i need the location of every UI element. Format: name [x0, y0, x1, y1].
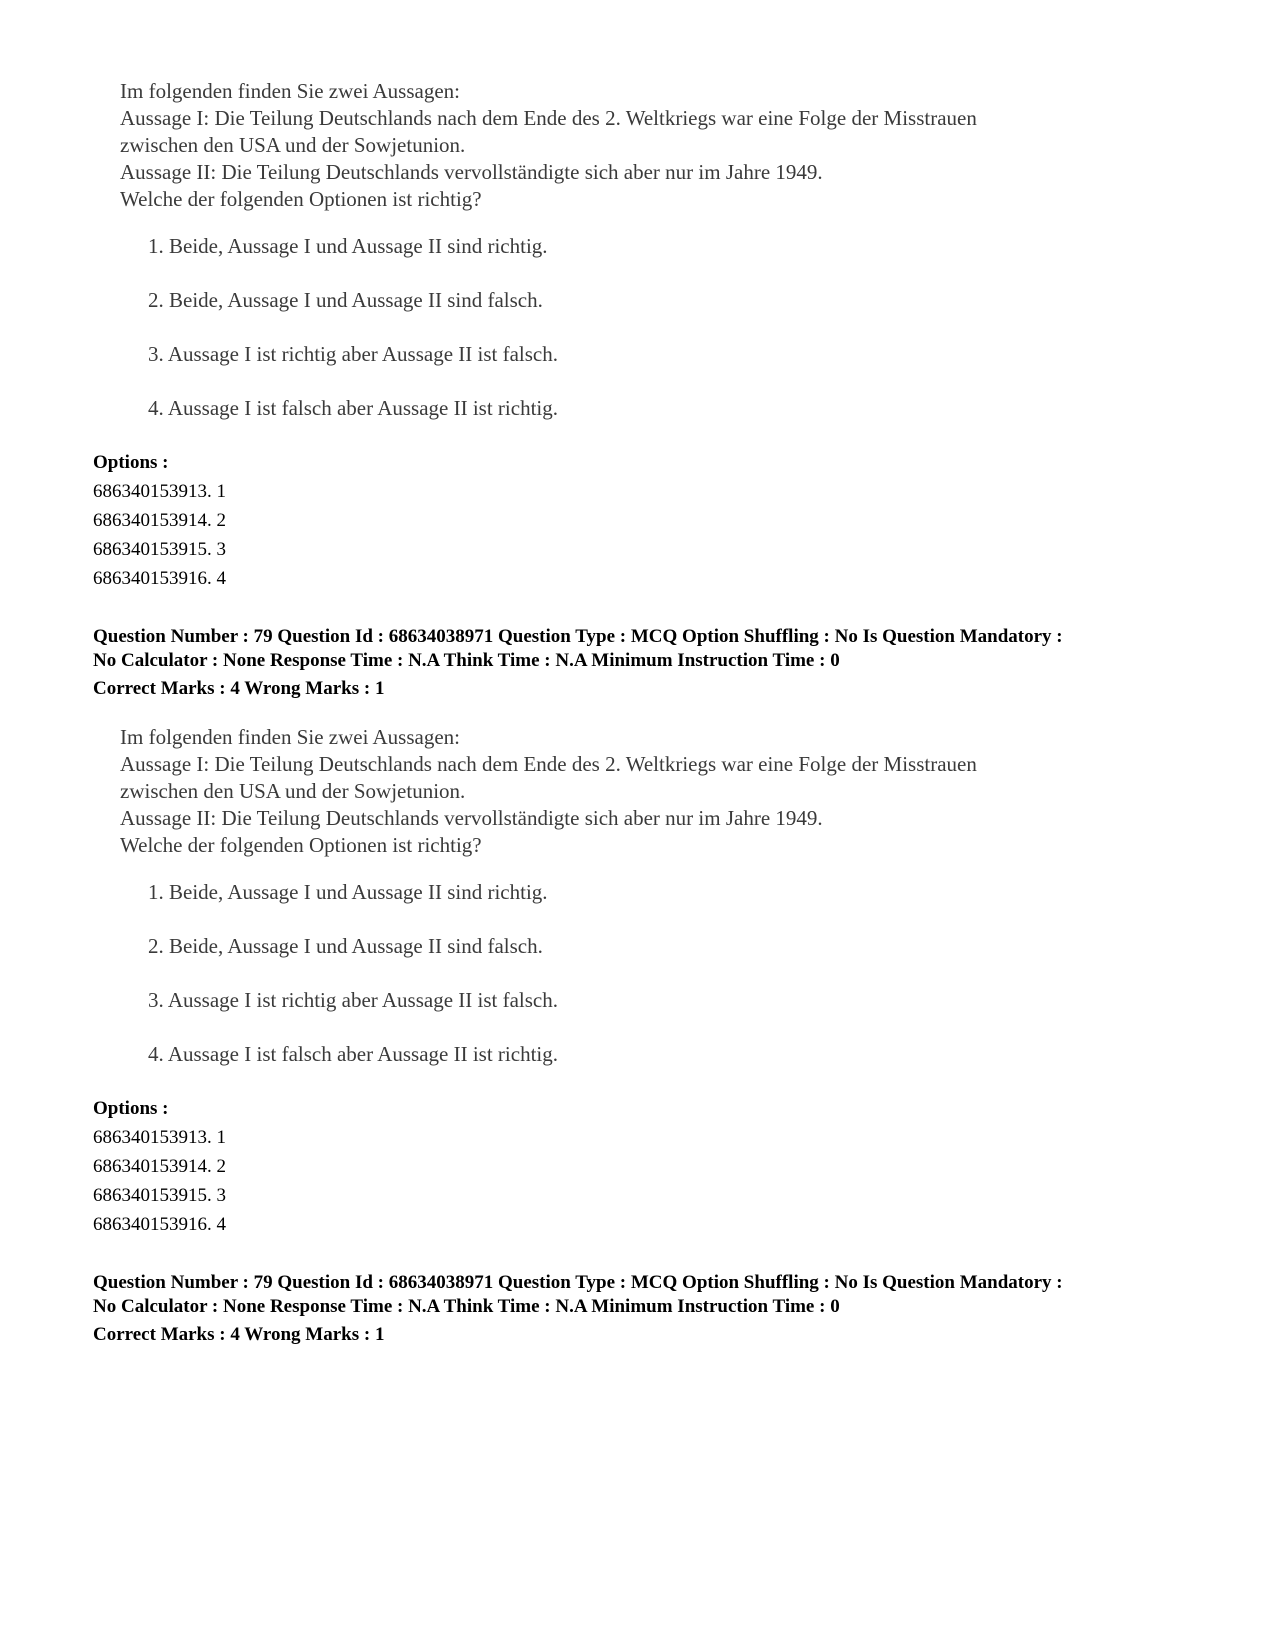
options-title: Options : [93, 452, 169, 473]
answer-choice: 2. Beide, Aussage I und Aussage II sind falsch. [148, 288, 543, 312]
statement-1: Aussage I: Die Teilung Deutschlands nach dem Ende des 2. Weltkriegs war eine Folge der Misstrauen [120, 106, 977, 130]
answer-choices [120, 233, 1120, 449]
option-item: 686340153916. 4 [93, 568, 226, 589]
answer-choice: 1. Beide, Aussage I und Aussage II sind richtig. [148, 234, 548, 258]
option-item: 686340153916. 4 [93, 1214, 226, 1235]
question-metadata [93, 625, 1213, 701]
answer-choice: 1. Beide, Aussage I und Aussage II sind richtig. [148, 880, 548, 904]
question-intro: Im folgenden finden Sie zwei Aussagen: [120, 79, 460, 103]
answer-choice: 2. Beide, Aussage I und Aussage II sind falsch. [148, 934, 543, 958]
options-list [93, 1094, 226, 1239]
answer-choice: 4. Aussage I ist falsch aber Aussage II ist richtig. [148, 1042, 558, 1066]
question-metadata [93, 1271, 1213, 1347]
answer-choices [120, 879, 1120, 1095]
statement-1-continued: zwischen den USA und der Sowjetunion. [120, 779, 466, 803]
statement-2: Aussage II: Die Teilung Deutschlands vervollständigte sich aber nur im Jahre 1949. [120, 806, 823, 830]
statement-1-continued: zwischen den USA und der Sowjetunion. [120, 133, 466, 157]
answer-choice: 3. Aussage I ist richtig aber Aussage II ist falsch. [148, 342, 558, 366]
options-list [93, 448, 226, 593]
statement-2: Aussage II: Die Teilung Deutschlands vervollständigte sich aber nur im Jahre 1949. [120, 160, 823, 184]
question-intro: Im folgenden finden Sie zwei Aussagen: [120, 725, 460, 749]
metadata-line-1: Question Number : 79 Question Id : 68634038971 Question Type : MCQ Option Shuffling : No Is Question Mandatory : [93, 626, 1063, 647]
metadata-line-2: No Calculator : None Response Time : N.A Think Time : N.A Minimum Instruction Time : 0 [93, 650, 840, 671]
question-image [120, 724, 1120, 1095]
marks-line: Correct Marks : 4 Wrong Marks : 1 [93, 1324, 385, 1345]
option-item: 686340153913. 1 [93, 1127, 226, 1148]
metadata-line-2: No Calculator : None Response Time : N.A Think Time : N.A Minimum Instruction Time : 0 [93, 1296, 840, 1317]
metadata-line-1: Question Number : 79 Question Id : 68634038971 Question Type : MCQ Option Shuffling : No Is Question Mandatory : [93, 1272, 1063, 1293]
option-item: 686340153915. 3 [93, 1185, 226, 1206]
statement-1: Aussage I: Die Teilung Deutschlands nach dem Ende des 2. Weltkriegs war eine Folge der Misstrauen [120, 752, 977, 776]
option-item: 686340153914. 2 [93, 510, 226, 531]
answer-choice: 4. Aussage I ist falsch aber Aussage II ist richtig. [148, 396, 558, 420]
question-prompt: Welche der folgenden Optionen ist richtig? [120, 187, 482, 211]
marks-line: Correct Marks : 4 Wrong Marks : 1 [93, 678, 385, 699]
option-item: 686340153914. 2 [93, 1156, 226, 1177]
option-item: 686340153913. 1 [93, 481, 226, 502]
option-item: 686340153915. 3 [93, 539, 226, 560]
question-prompt: Welche der folgenden Optionen ist richtig? [120, 833, 482, 857]
options-title: Options : [93, 1098, 169, 1119]
answer-choice: 3. Aussage I ist richtig aber Aussage II ist falsch. [148, 988, 558, 1012]
question-image [120, 78, 1120, 449]
